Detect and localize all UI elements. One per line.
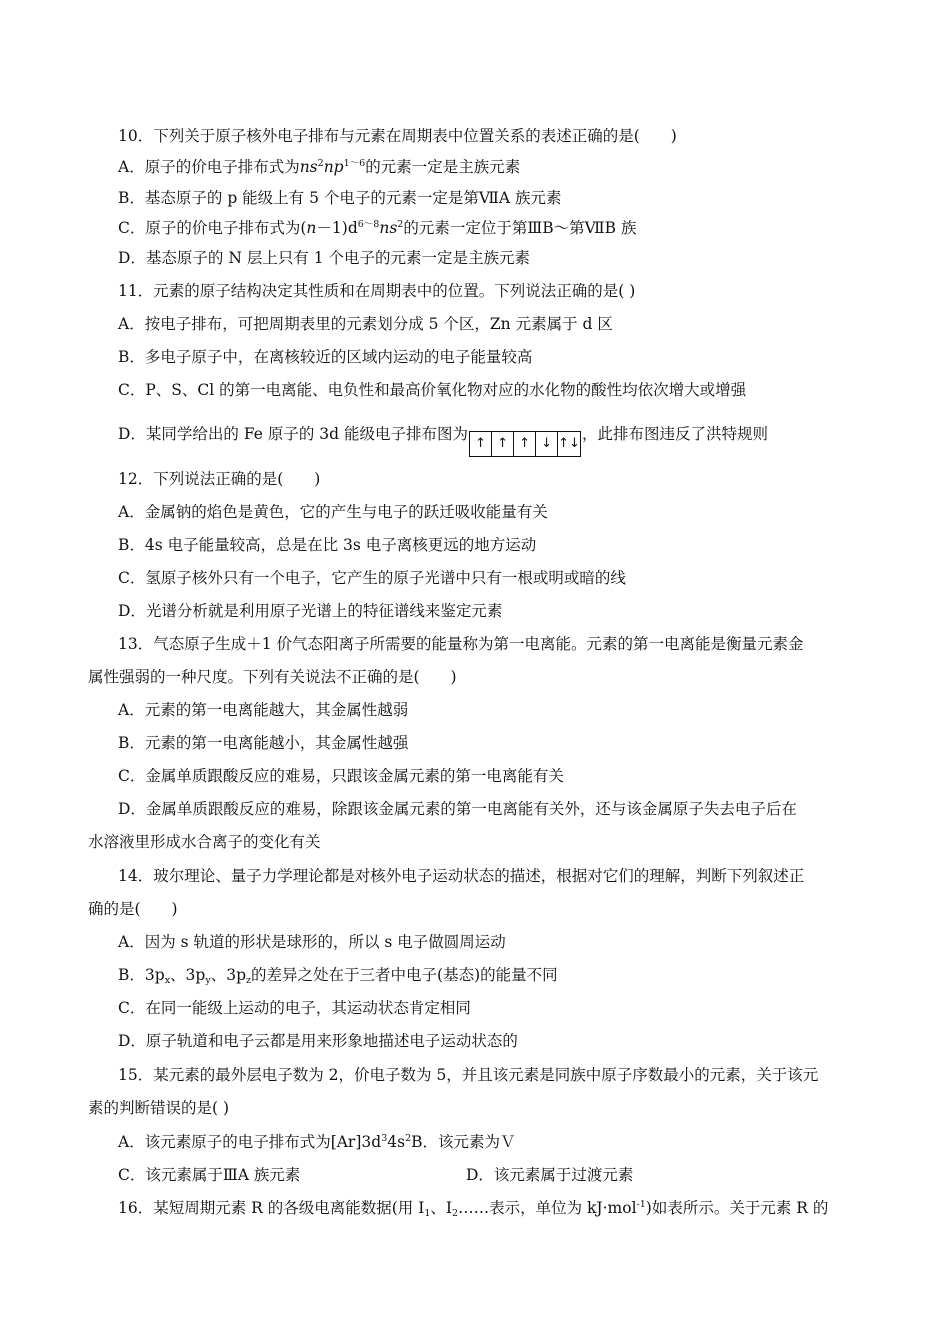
orbital-box: ↑ bbox=[492, 432, 514, 456]
q11-option-a: A．按电子排布，可把周期表里的元素划分成 5 个区，Zn 元素属于 d 区 bbox=[118, 315, 613, 333]
q12-option-d: D．光谱分析就是利用原子光谱上的特征谱线来鉴定元素 bbox=[118, 602, 503, 620]
q15-stem-line2: 素的判断错误的是( ) bbox=[88, 1099, 230, 1117]
q10-option-a: A．原子的价电子排布式为$ns^2np^{1\sim 6}$的元素一定是主族元素 bbox=[118, 158, 521, 176]
q11-option-d: D．某同学给出的 Fe 原子的 3d 能级电子排布图为↑ ↑ ↑ ↓ ↑↓，此排布图违反了洪特规则 bbox=[118, 424, 768, 457]
q14-option-b: B．$3p_x$、$3p_y$、$3p_z$的差异之处在于三者中电子(基态)的能量不同 bbox=[118, 966, 558, 986]
q15-option-ab: A．该元素原子的电子排布式为$[Ar]3d^34s^2B$．该元素为Ｖ bbox=[118, 1133, 516, 1151]
q11-option-b: B．多电子原子中，在离核较近的区域内运动的电子能量较高 bbox=[118, 348, 533, 366]
q13-stem-line1: 13．气态原子生成＋1 价气态阳离子所需要的能量称为第一电离能。元素的第一电离能是衡量元素金 bbox=[118, 635, 804, 653]
orbital-box: ↑ bbox=[514, 432, 536, 456]
q12-stem: 12．下列说法正确的是( ) bbox=[118, 470, 321, 488]
q14-option-d: D．原子轨道和电子云都是用来形象地描述电子运动状态的 bbox=[118, 1032, 518, 1050]
q15-stem-line1: 15．某元素的最外层电子数为 2，价电子数为 5，并且该元素是同族中原子序数最小的元素，关于该元 bbox=[118, 1066, 819, 1084]
orbital-box: ↑↓ bbox=[558, 436, 580, 451]
q13-option-d-line1: D．金属单质跟酸反应的难易，除跟该金属元素的第一电离能有关外，还与该金属原子失去电子后在 bbox=[118, 800, 797, 818]
q13-option-b: B．元素的第一电离能越小，其金属性越强 bbox=[118, 734, 409, 752]
q14-option-a: A．因为 s 轨道的形状是球形的，所以 s 电子做圆周运动 bbox=[118, 933, 506, 951]
q12-option-c: C．氢原子核外只有一个电子，它产生的原子光谱中只有一根或明或暗的线 bbox=[118, 569, 626, 587]
q13-stem-line2: 属性强弱的一种尺度。下列有关说法不正确的是( ) bbox=[88, 668, 457, 686]
q10-option-b: B．基态原子的 p 能级上有 5 个电子的元素一定是第ⅦA 族元素 bbox=[118, 189, 562, 207]
q12-option-a: A．金属钠的焰色是黄色，它的产生与电子的跃迁吸收能量有关 bbox=[118, 503, 548, 521]
q14-stem-line1: 14．玻尔理论、量子力学理论都是对核外电子运动状态的描述，根据对它们的理解，判断下列叙述正 bbox=[118, 867, 805, 885]
q14-stem-line2: 确的是( ) bbox=[88, 900, 178, 918]
q15-option-c: C．该元素属于ⅢA 族元素 bbox=[118, 1166, 301, 1184]
orbital-box: ↓ bbox=[536, 432, 558, 456]
q12-option-b: B．4s 电子能量较高，总是在比 3s 电子离核更远的地方运动 bbox=[118, 536, 537, 554]
orbital-box: ↑ bbox=[470, 432, 492, 456]
orbital-diagram bbox=[469, 431, 581, 457]
q13-option-c: C．金属单质跟酸反应的难易，只跟该金属元素的第一电离能有关 bbox=[118, 767, 564, 785]
q11-stem: 11．元素的原子结构决定其性质和在周期表中的位置。下列说法正确的是( ) bbox=[118, 282, 636, 300]
q10-stem: 10．下列关于原子核外电子排布与元素在周期表中位置关系的表述正确的是( ) bbox=[118, 127, 677, 145]
q11-option-c: C．P、S、Cl 的第一电离能、电负性和最高价氧化物对应的水化物的酸性均依次增大或增强 bbox=[118, 381, 747, 399]
q13-option-a: A．元素的第一电离能越大，其金属性越弱 bbox=[118, 701, 409, 719]
q10-option-d: D．基态原子的 N 层上只有 1 个电子的元素一定是主族元素 bbox=[118, 249, 531, 267]
q10-option-c: C．原子的价电子排布式为$(n-1)d^{6\sim 8}ns^2$的元素一定位于第ⅢB～第ⅦB 族 bbox=[118, 219, 637, 237]
q16-stem: 16．某短周期元素 R 的各级电离能数据(用 $I_1$、$I_2\dots\dots$表示，单位为 kJ·mol$^{-1}$)如表所示。关于元素 R 的 bbox=[118, 1199, 829, 1219]
q13-option-d-line2: 水溶液里形成水合离子的变化有关 bbox=[88, 833, 321, 851]
q14-option-c: C．在同一能级上运动的电子，其运动状态肯定相同 bbox=[118, 999, 471, 1017]
q15-option-d: D．该元素属于过渡元素 bbox=[466, 1166, 634, 1184]
